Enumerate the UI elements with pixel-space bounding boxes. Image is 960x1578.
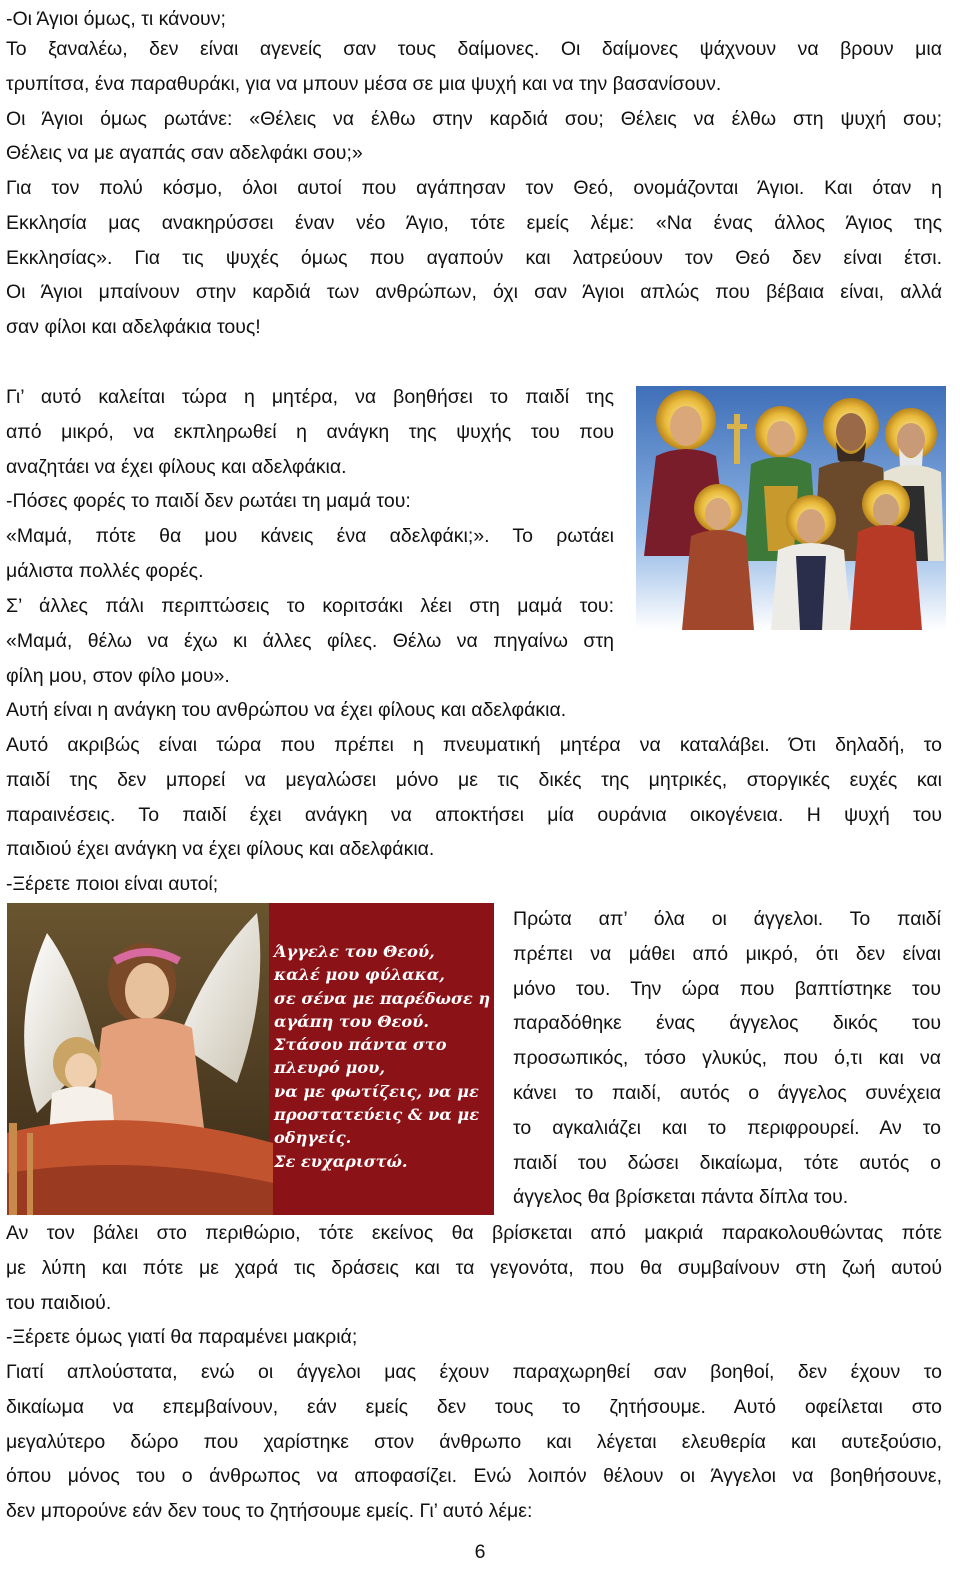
text-line: παραινέσεις. Το παιδί έχει ανάγκη να αποκτήσει μία ουράνια οικογένεια. Η ψυχή του <box>6 803 942 826</box>
paragraph <box>6 380 614 484</box>
text-line: παραδόθηκε ένας άγγελος δικός του <box>513 1012 941 1035</box>
text-line: παιδί του δώσει δικαίωμα, τότε αυτός ο <box>513 1151 941 1174</box>
text-line: Για τον πολύ κόσμο, όλοι αυτοί που αγάπησαν τον Θεό, ονομάζονται Άγιοι. Και όταν η <box>6 177 942 199</box>
text-line: δικαίωμα να επεμβαίνουν, εάν εμείς δεν τους το ζητήσουμε. Αυτό οφείλεται στο <box>6 1395 942 1418</box>
text-line: -Πόσες φορές το παιδί δεν ρωτάει τη μαμά του: <box>6 490 411 512</box>
paragraph <box>6 867 942 902</box>
text-line: Αυτή είναι η ανάγκη του ανθρώπου να έχει φίλους και αδελφάκια. <box>6 699 567 721</box>
saints-image <box>636 386 946 630</box>
text-line: Γι’ αυτό καλείται τώρα η μητέρα, να βοηθήσει το παιδί της <box>6 386 614 408</box>
prayer-line: σε σένα με παρέδωσε η <box>274 988 491 1008</box>
text-line: τρυπίτσα, ένα παραθυράκι, για να μπουν μέσα σε μια ψυχή και να την βασανίσουν. <box>6 72 722 95</box>
text-line: παιδί της δεν μπορεί να μεγαλώσει μόνο με τις δικές της μητρικές, στοργικές ευχές και <box>6 768 942 791</box>
text-line: προσωπικός, τόσο γλυκύς, που ό,τι και να <box>513 1047 941 1070</box>
text-line: με λύπη και πότε με χαρά τις δράσεις και τα γεγονότα, που θα συμβαίνουν στη ζωή αυτού <box>6 1256 942 1279</box>
text-line: «Μαμά, πότε θα μου κάνεις ένα αδελφάκι;». Το ρωτάει <box>6 524 614 547</box>
text-line: μάλιστα πολλές φορές. <box>6 559 204 582</box>
text-line: -Ξέρετε ποιοι είναι αυτοί; <box>6 873 219 895</box>
text-line: «Μαμά, θέλω να έχω κι άλλες φίλες. Θέλω να πηγαίνω στη <box>6 629 614 652</box>
text-line: αναζητάει να έχει φίλους και αδελφάκια. <box>6 455 347 478</box>
text-line: Πρώτα απ’ όλα οι άγγελοι. Το παιδί <box>513 908 941 930</box>
text-line: μόνο του. Την ώρα που βαπτίστηκε του <box>513 977 941 1000</box>
text-line: πρέπει να μάθει από μικρό, ότι δεν είναι <box>513 942 941 965</box>
text-line: άγγελος θα βρίσκεται πάντα δίπλα του. <box>513 1186 849 1209</box>
prayer-line: αγάπη του Θεού. <box>274 1011 430 1031</box>
prayer-line: οδηγείς. <box>274 1128 352 1148</box>
text-line: Το ξαναλέω, δεν είναι αγενείς σαν τους δαίμονες. Οι δαίμονες ψάχνουν να βρουν μια <box>6 38 942 60</box>
paragraph <box>6 1216 942 1320</box>
prayer-line: Σε ευχαριστώ. <box>274 1151 408 1171</box>
prayer-line: προστατεύεις & να με <box>274 1105 480 1125</box>
prayer-line: Στάσου πάντα στο <box>274 1035 447 1055</box>
text-line: του παιδιού. <box>6 1291 112 1314</box>
paragraph <box>6 728 942 867</box>
text-line: -Ξέρετε όμως γιατί θα παραμένει μακριά; <box>6 1326 358 1348</box>
prayer-line: Άγγελε του Θεού, <box>274 942 435 961</box>
text-line: Θέλεις να με αγαπάς σαν αδελφάκι σου;» <box>6 142 363 165</box>
paragraph <box>6 1355 942 1529</box>
text-line: σαν φίλοι και αδελφάκια τους! <box>6 316 261 339</box>
prayer-line: να με φωτίζεις, να με <box>274 1081 479 1101</box>
text-line: το αγκαλιάζει και το περιφρουρεί. Αν το <box>513 1116 941 1139</box>
text-line: Οι Άγιοι όμως ρωτάνε: «Θέλεις να έλθω στην καρδιά σου; Θέλεις να έλθω στη ψυχή σου; <box>6 107 942 130</box>
text-line: Αυτό ακριβώς είναι τώρα που πρέπει η πνευματική μητέρα να καταλάβει. Ότι δηλαδή, το <box>6 734 942 756</box>
text-line: δεν μπορούνε εάν δεν τους το ζητήσουμε εμείς. Γι’ αυτό λέμε: <box>6 1500 533 1523</box>
paragraph <box>6 1320 942 1355</box>
text-line: μεγαλύτερο δώρο που χαρίστηκε στον άνθρωπο και λέγεται ελευθερία και αυτεξούσιο, <box>6 1430 942 1453</box>
paragraph <box>6 484 614 588</box>
text-line: Γιατί απλούστατα, ενώ οι άγγελοι μας έχουν παραχωρηθεί σαν βοηθοί, δεν έχουν το <box>6 1361 942 1383</box>
text-line: Οι Άγιοι μπαίνουν στην καρδιά των ανθρώπων, όχι σαν Άγιοι απλώς που βέβαια είναι, αλλά <box>6 281 942 304</box>
angel-prayer-text <box>274 940 489 1173</box>
text-line: παιδιού έχει ανάγκη να έχει φίλους και αδελφάκια. <box>6 838 435 861</box>
paragraph <box>513 902 941 1215</box>
text-line: από μικρό, να εκπληρωθεί η ανάγκη της ψυχής του που <box>6 420 614 443</box>
paragraph <box>6 171 942 345</box>
paragraph <box>6 693 942 728</box>
paragraph <box>6 32 942 171</box>
paragraph <box>6 589 614 693</box>
text-line: Εκκλησίας». Για τις ψυχές όμως που αγαπούν και λατρεύουν τον Θεό δεν είναι έτσι. <box>6 246 942 269</box>
text-line: όπου μόνος του ο άνθρωπος να αποφασίζει. Ενώ λοιπόν θέλουν οι Άγγελοι να βοηθήσουνε, <box>6 1465 942 1488</box>
text-line: Αν τον βάλει στο περιθώριο, τότε εκείνος θα βρίσκεται από μακριά παρακολουθώντας πότε <box>6 1222 942 1244</box>
prayer-line: πλευρό μου, <box>274 1058 385 1078</box>
page-number: 6 <box>474 1541 486 1563</box>
text-line: κάνει το παιδί, αυτός ο άγγελος συνέχεια <box>513 1081 941 1104</box>
text-line: Σ’ άλλες πάλι περιπτώσεις το κοριτσάκι λέει στη μαμά του: <box>6 595 614 617</box>
prayer-line: καλέ μου φύλακα, <box>274 965 445 985</box>
text-line: Εκκλησία μας ανακηρύσσει έναν νέο Άγιο, τότε εμείς λέμε: «Να ένας άλλος Άγιος της <box>6 211 942 234</box>
text-line: φίλη μου, στον φίλο μου». <box>6 664 230 687</box>
text-line: -Οι Άγιοι όμως, τι κάνουν; <box>6 8 226 30</box>
